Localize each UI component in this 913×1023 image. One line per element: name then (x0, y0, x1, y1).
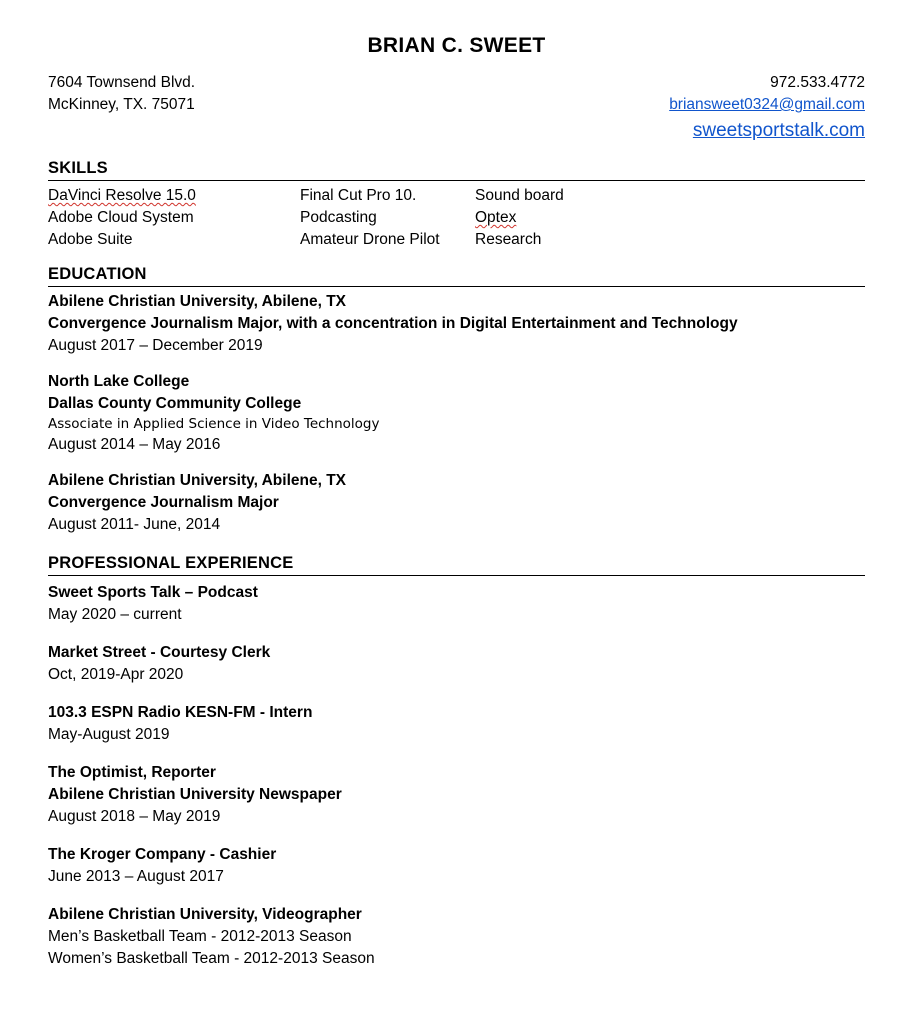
experience-entry (48, 582, 865, 626)
education-dates: August 2014 – May 2016 (48, 435, 221, 453)
skill-item: Podcasting (300, 208, 377, 226)
skill-item: Adobe Suite (48, 230, 133, 248)
address-line-2: McKinney, TX. 75071 (48, 96, 195, 113)
experience-dates: May 2020 – current (48, 605, 182, 623)
skills-grid (48, 185, 865, 251)
experience-employer: Abilene Christian University Newspaper (48, 785, 342, 803)
experience-entry (48, 642, 865, 686)
skill-item: Adobe Cloud System (48, 208, 194, 226)
section-title-skills: SKILLS (48, 158, 108, 177)
experience-dates: June 2013 – August 2017 (48, 867, 224, 885)
skill-item: Final Cut Pro 10. (300, 186, 417, 204)
email-link[interactable]: briansweet0324@gmail.com (669, 96, 865, 113)
skill-item: Sound board (475, 186, 564, 204)
education-dates: August 2011- June, 2014 (48, 515, 221, 533)
section-divider-experience (48, 575, 865, 576)
experience-dates: May-August 2019 (48, 725, 170, 743)
page-title: BRIAN C. SWEET (367, 34, 546, 57)
skill-item: DaVinci Resolve 15.0 (48, 186, 196, 204)
skill-item: Research (475, 230, 542, 248)
experience-entry (48, 762, 865, 828)
education-district: Dallas County Community College (48, 394, 302, 412)
education-degree: Associate in Applied Science in Video Technology (48, 415, 380, 432)
experience-role: Market Street - Courtesy Clerk (48, 643, 271, 661)
experience-role: The Optimist, Reporter (48, 763, 216, 781)
section-divider-education (48, 286, 865, 287)
address-block (48, 72, 195, 116)
experience-entry (48, 702, 865, 746)
website-link[interactable]: sweetsportstalk.com (692, 120, 865, 141)
experience-dates: Oct, 2019-Apr 2020 (48, 665, 184, 683)
skill-item: Amateur Drone Pilot (300, 230, 440, 248)
education-degree: Convergence Journalism Major (48, 493, 279, 511)
contact-header (48, 72, 865, 145)
experience-role: The Kroger Company - Cashier (48, 845, 277, 863)
education-school: Abilene Christian University, Abilene, TX (48, 471, 347, 489)
education-school: Abilene Christian University, Abilene, TX (48, 292, 347, 310)
contact-block (669, 72, 865, 145)
education-degree: Convergence Journalism Major, with a concentration in Digital Entertainment and Technology (48, 314, 738, 332)
education-entry (48, 371, 865, 456)
experience-detail: Women’s Basketball Team - 2012-2013 Season (48, 949, 375, 967)
experience-entry (48, 844, 865, 888)
experience-entry (48, 904, 865, 970)
experience-role: Abilene Christian University, Videographer (48, 905, 362, 923)
section-divider-skills (48, 180, 865, 181)
experience-dates: August 2018 – May 2019 (48, 807, 221, 825)
experience-list (48, 582, 865, 970)
section-title-education: EDUCATION (48, 264, 147, 283)
experience-role: Sweet Sports Talk – Podcast (48, 583, 258, 601)
education-entry (48, 470, 865, 536)
experience-detail: Men’s Basketball Team - 2012-2013 Season (48, 927, 352, 945)
phone-number: 972.533.4772 (770, 74, 865, 91)
address-line-1: 7604 Townsend Blvd. (48, 74, 196, 91)
education-school: North Lake College (48, 372, 190, 390)
skill-item: Optex (475, 208, 517, 226)
experience-role: 103.3 ESPN Radio KESN-FM - Intern (48, 703, 313, 721)
education-entry (48, 291, 865, 357)
education-dates: August 2017 – December 2019 (48, 336, 263, 354)
section-title-experience: PROFESSIONAL EXPERIENCE (48, 553, 294, 572)
